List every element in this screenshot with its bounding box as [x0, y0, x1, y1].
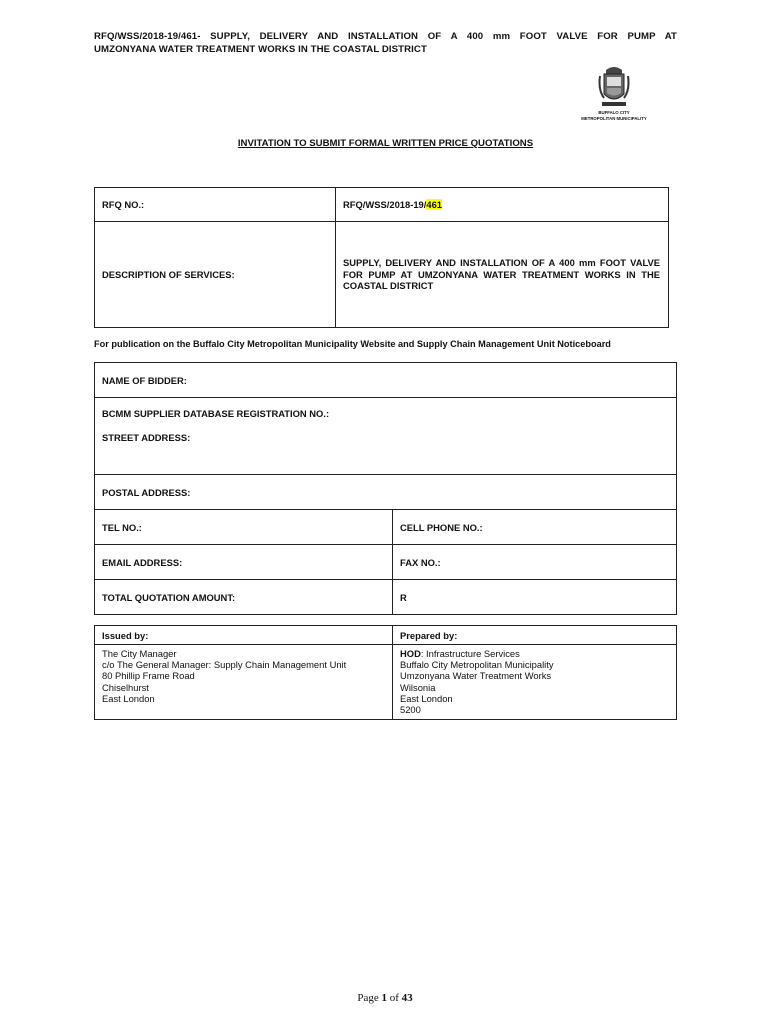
prepared-by-label: Prepared by:: [393, 626, 677, 645]
street-address-row: [95, 428, 677, 475]
tel-field[interactable]: TEL NO.:: [95, 510, 393, 545]
rfq-number-highlight: 461: [426, 199, 443, 210]
invitation-title: INVITATION TO SUBMIT FORMAL WRITTEN PRICE QUOTATIONS: [237, 138, 534, 149]
issued-prepared-table: [94, 625, 677, 720]
rfq-number-label: RFQ NO.:: [95, 188, 336, 222]
page-number: 1: [381, 992, 387, 1004]
page-total: 43: [401, 992, 413, 1004]
email-field[interactable]: EMAIL ADDRESS:: [95, 545, 393, 580]
issued-line: c/o The General Manager: Supply Chain Management Unit: [102, 659, 347, 671]
rfq-number-row: [95, 188, 669, 222]
header-line-2: UMZONYANA WATER TREATMENT WORKS IN THE COASTAL DISTRICT: [94, 44, 427, 55]
rfq-number-value: [336, 188, 669, 222]
prepared-line: Buffalo City Metropolitan Municipality: [400, 659, 554, 671]
header-line-1: RFQ/WSS/2018-19/461- SUPPLY, DELIVERY AND INSTALLATION OF A 400 mm FOOT VALVE FOR PUMP AT: [94, 31, 677, 42]
prepared-first-rest: : Infrastructure Services: [420, 648, 520, 659]
total-quotation-label: TOTAL QUOTATION AMOUNT:: [95, 580, 393, 615]
coat-of-arms-icon: [598, 64, 630, 109]
cell-phone-field[interactable]: CELL PHONE NO.:: [393, 510, 677, 545]
issued-line: 80 Phillip Frame Road: [102, 670, 195, 682]
logo-text-line-1: BUFFALO CITY: [598, 110, 630, 115]
postal-address-field[interactable]: POSTAL ADDRESS:: [95, 475, 677, 510]
prepared-line: East London: [400, 692, 453, 704]
total-quotation-field[interactable]: R: [393, 580, 677, 615]
issued-header-row: [95, 626, 677, 645]
page-footer: [0, 992, 770, 1004]
logo-text-line-2: METROPOLITAN MUNICIPALITY: [581, 116, 647, 121]
phone-row: [95, 510, 677, 545]
rfq-table: [94, 187, 669, 328]
description-value: SUPPLY, DELIVERY AND INSTALLATION OF A 400 mm FOOT VALVE FOR PUMP AT UMZONYANA WATER TREATMENT WORKS IN THE COASTAL DISTRICT: [336, 222, 669, 328]
document-header: [94, 30, 677, 56]
fax-field[interactable]: FAX NO.:: [393, 545, 677, 580]
bidder-name-field[interactable]: NAME OF BIDDER:: [95, 363, 677, 398]
prepared-hod: HOD: [400, 648, 421, 659]
description-row: [95, 222, 669, 328]
bidder-name-row: [95, 363, 677, 398]
publication-note: For publication on the Buffalo City Metropolitan Municipality Website and Supply Chain Management Unit Noticeboard: [94, 339, 611, 349]
issued-line: The City Manager: [102, 648, 177, 659]
prepared-line: 5200: [400, 704, 421, 716]
postal-address-row: [95, 475, 677, 510]
prepared-first-line: [400, 648, 669, 659]
prepared-line: Wilsonia: [400, 681, 436, 693]
registration-field[interactable]: BCMM SUPPLIER DATABASE REGISTRATION NO.:: [95, 398, 677, 429]
rfq-number-prefix: RFQ/WSS/2018-19/: [343, 199, 427, 210]
issued-line: East London: [102, 692, 155, 704]
municipality-logo: [578, 64, 650, 128]
page-word: Page: [357, 992, 379, 1004]
issued-content-row: [95, 645, 677, 720]
issued-by-label: Issued by:: [95, 626, 393, 645]
description-label: DESCRIPTION OF SERVICES:: [95, 222, 336, 328]
bidder-details-table: [94, 362, 677, 615]
issued-by-address: [95, 645, 393, 720]
registration-row: [95, 398, 677, 429]
of-word: of: [389, 992, 399, 1004]
prepared-by-address: [393, 645, 677, 720]
email-row: [95, 545, 677, 580]
total-row: [95, 580, 677, 615]
prepared-line: Umzonyana Water Treatment Works: [400, 670, 552, 682]
issued-line: Chiselhurst: [102, 681, 149, 693]
street-address-field[interactable]: STREET ADDRESS:: [95, 428, 677, 475]
